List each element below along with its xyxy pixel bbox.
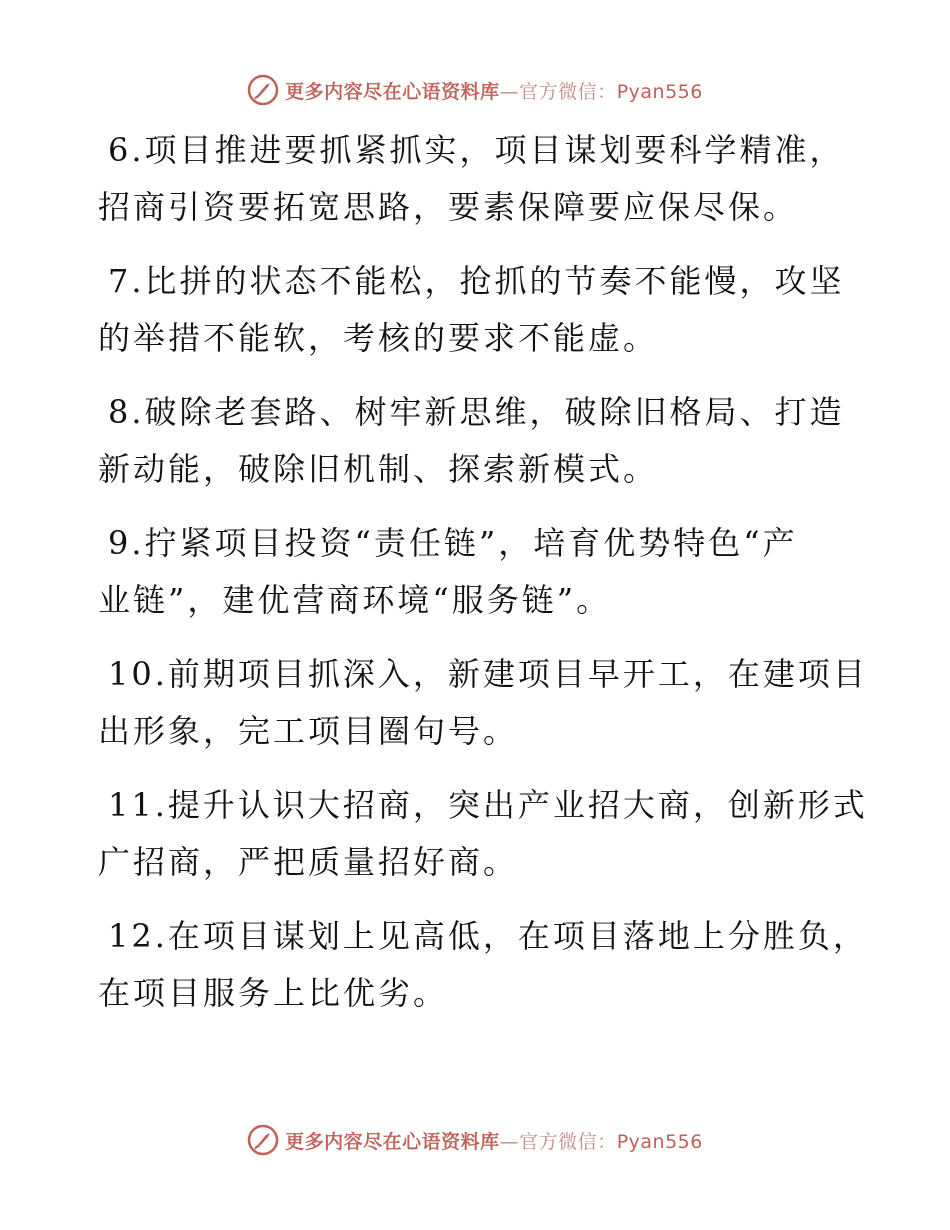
- list-item: [98, 777, 868, 891]
- pen-nib-logo-icon: [247, 74, 279, 106]
- item-line: 业链”，建优营商环境“服务链”。: [98, 581, 612, 619]
- footer-banner-wechat-id: Pyan556: [616, 1130, 703, 1153]
- item-line: 的举措不能软，考核的要求不能虚。: [98, 319, 659, 357]
- item-line: 新动能，破除旧机制、探索新模式。: [98, 450, 659, 488]
- header-banner-text: [285, 77, 703, 104]
- header-banner-label: 官方微信：: [519, 80, 617, 103]
- header-banner-main: 更多内容尽在心语资料库: [285, 80, 500, 103]
- item-line: 11.提升认识大招商，突出产业招大商，创新形式: [108, 786, 868, 824]
- item-line: 8.破除老套路、树牢新思维，破除旧格局、打造: [108, 393, 845, 431]
- header-banner: [0, 70, 950, 110]
- list-item: [98, 122, 858, 236]
- item-line: 出形象，完工项目圈句号。: [98, 712, 519, 750]
- pen-nib-logo-icon: [247, 1124, 279, 1156]
- item-line: 9.拧紧项目投资“责任链”，培育优势特色“产: [108, 524, 798, 562]
- list-item: [98, 646, 868, 760]
- list-item: [98, 384, 858, 498]
- item-line: 10.前期项目抓深入，新建项目早开工，在建项目: [108, 655, 868, 693]
- footer-banner-separator: —: [499, 1130, 520, 1153]
- document-body: [98, 122, 868, 1039]
- item-line: 7.比拼的状态不能松，抢抓的节奏不能慢，攻坚: [108, 262, 845, 300]
- footer-banner-main: 更多内容尽在心语资料库: [285, 1130, 500, 1153]
- list-item: [98, 515, 858, 629]
- list-item: [98, 253, 858, 367]
- header-banner-separator: —: [499, 80, 520, 103]
- item-line: 招商引资要拓宽思路，要素保障要应保尽保。: [98, 188, 799, 226]
- list-item: [98, 908, 868, 1022]
- item-line: 6.项目推进要抓紧抓实，项目谋划要科学精准，: [108, 131, 845, 169]
- item-line: 广招商，严把质量招好商。: [98, 843, 519, 881]
- footer-banner: [0, 1120, 950, 1160]
- footer-banner-label: 官方微信：: [519, 1130, 617, 1153]
- item-line: 在项目服务上比优劣。: [98, 974, 449, 1012]
- header-banner-wechat-id: Pyan556: [616, 80, 703, 103]
- item-line: 12.在项目谋划上见高低，在项目落地上分胜负，: [108, 917, 868, 955]
- footer-banner-text: [285, 1127, 703, 1154]
